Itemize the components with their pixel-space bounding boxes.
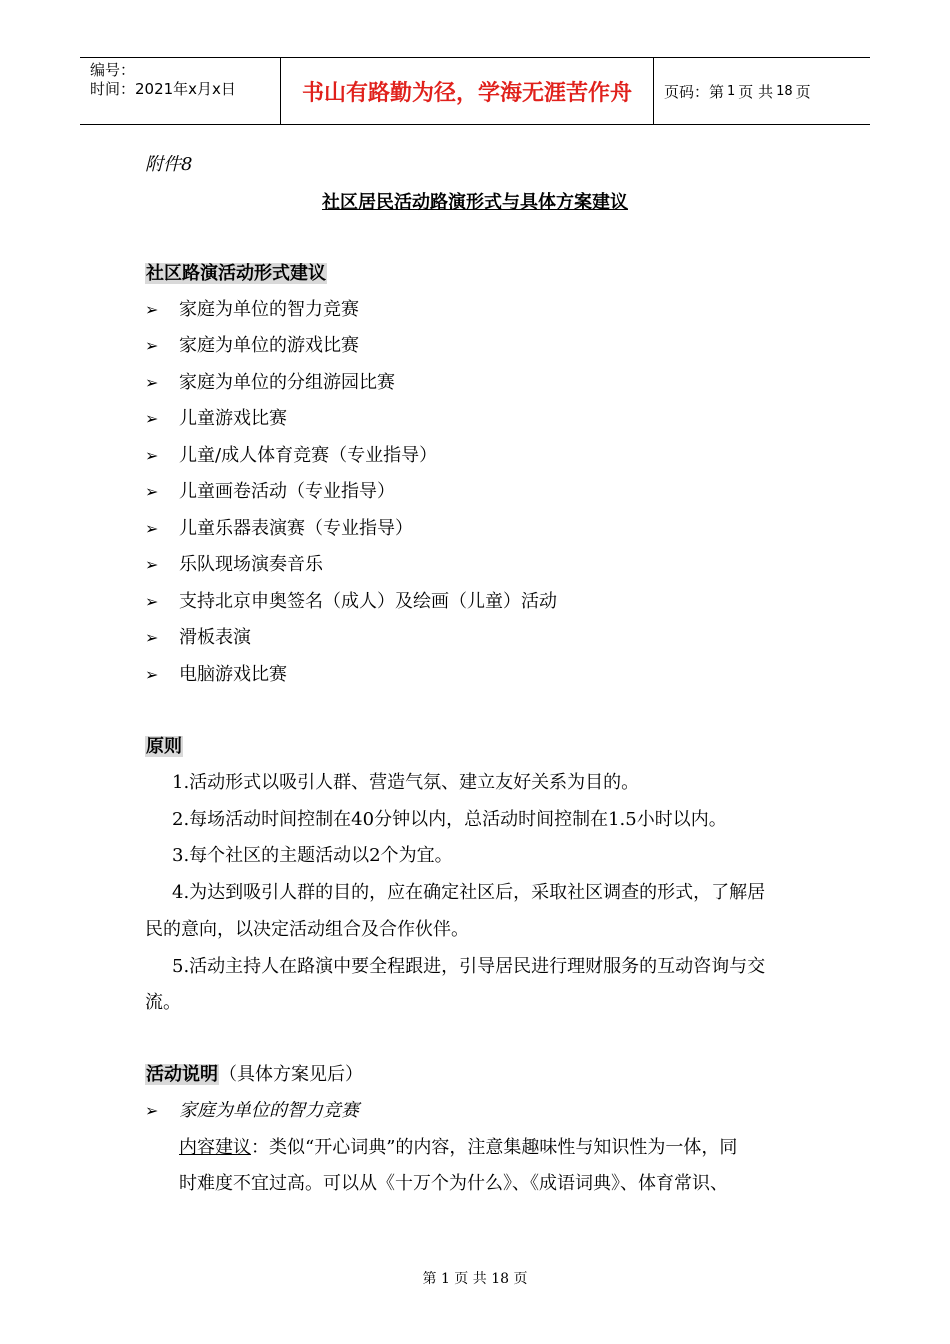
section-heading-activities bbox=[145, 1063, 363, 1087]
paragraph: 流。 bbox=[145, 992, 181, 1013]
arrow-bullet-icon: ➢ bbox=[145, 336, 159, 355]
paragraph: 民的意向，以决定活动组合及合作伙伴。 bbox=[145, 919, 469, 940]
list-item: ➢ 儿童乐器表演赛（专业指导） bbox=[145, 518, 413, 539]
arrow-bullet-icon: ➢ bbox=[145, 373, 159, 392]
header-page-prefix: 页码：第 bbox=[664, 82, 725, 101]
header-meta bbox=[80, 58, 281, 124]
arrow-bullet-icon: ➢ bbox=[145, 592, 159, 611]
content-label: 内容建议 bbox=[179, 1137, 251, 1158]
section-heading-text: 活动说明 bbox=[146, 1064, 218, 1085]
paragraph: 内容建议：类似“开心词典”的内容，注意集趣味性与知识性为一体，同 bbox=[179, 1137, 738, 1158]
list-item: ➢ 儿童画卷活动（专业指导） bbox=[145, 481, 395, 502]
list-item: ➢ 家庭为单位的智力竞赛 bbox=[145, 299, 359, 320]
section-heading-text: 原则 bbox=[146, 736, 182, 757]
paragraph: 2.每场活动时间控制在40分钟以内，总活动时间控制在1.5小时以内。 bbox=[172, 809, 727, 830]
arrow-bullet-icon: ➢ bbox=[145, 482, 159, 501]
header-page-suffix: 页 bbox=[795, 82, 811, 101]
arrow-bullet-icon: ➢ bbox=[145, 665, 159, 684]
list-item: ➢ 乐队现场演奏音乐 bbox=[145, 554, 323, 575]
paragraph: 4.为达到吸引人群的目的，应在确定社区后，采取社区调查的形式，了解居 bbox=[172, 882, 766, 903]
attachment-label: 附件8 bbox=[145, 154, 193, 175]
arrow-bullet-icon: ➢ bbox=[145, 446, 159, 465]
list-item: ➢ 电脑游戏比赛 bbox=[145, 664, 287, 685]
paragraph: 时难度不宜过高。可以从《十万个为什么》、《成语词典》、体育常识、 bbox=[179, 1173, 728, 1194]
page-header bbox=[80, 57, 870, 125]
list-item: ➢ 家庭为单位的智力竞赛 bbox=[145, 1100, 359, 1121]
header-number: 编号： bbox=[90, 61, 136, 79]
arrow-bullet-icon: ➢ bbox=[145, 628, 159, 647]
header-time: 时间：2021年x月x日 bbox=[90, 80, 236, 98]
arrow-bullet-icon: ➢ bbox=[145, 409, 159, 428]
section-heading-forms bbox=[145, 262, 327, 286]
section-heading-principles bbox=[145, 735, 183, 759]
paragraph: 3.每个社区的主题活动以2个为宜。 bbox=[172, 845, 453, 866]
header-page-total: 18 bbox=[776, 83, 793, 99]
list-item: ➢ 家庭为单位的分组游园比赛 bbox=[145, 372, 395, 393]
list-item: ➢ 滑板表演 bbox=[145, 627, 251, 648]
arrow-bullet-icon: ➢ bbox=[145, 555, 159, 574]
list-item: ➢ 儿童游戏比赛 bbox=[145, 408, 287, 429]
header-page-info bbox=[654, 58, 870, 124]
header-page-current: 1 bbox=[727, 83, 736, 99]
list-item: ➢ 家庭为单位的游戏比赛 bbox=[145, 335, 359, 356]
page-footer: 第 1 页 共 18 页 bbox=[422, 1271, 528, 1287]
arrow-bullet-icon: ➢ bbox=[145, 300, 159, 319]
paragraph: 1.活动形式以吸引人群、营造气氛、建立友好关系为目的。 bbox=[172, 772, 640, 793]
header-page-mid: 页 共 bbox=[738, 82, 774, 101]
list-item: ➢ 儿童/成人体育竞赛（专业指导） bbox=[145, 445, 438, 466]
section-heading-note: （具体方案见后） bbox=[219, 1064, 363, 1085]
paragraph: 5.活动主持人在路演中要全程跟进，引导居民进行理财服务的互动咨询与交 bbox=[172, 956, 766, 977]
list-item: ➢ 支持北京申奥签名（成人）及绘画（儿童）活动 bbox=[145, 591, 557, 612]
section-heading-text: 社区路演活动形式建议 bbox=[146, 263, 326, 284]
header-motto: 书山有路勤为径，学海无涯苦作舟 bbox=[281, 58, 654, 124]
document-title: 社区居民活动路演形式与具体方案建议 bbox=[322, 192, 628, 213]
arrow-bullet-icon: ➢ bbox=[145, 1101, 159, 1120]
arrow-bullet-icon: ➢ bbox=[145, 519, 159, 538]
